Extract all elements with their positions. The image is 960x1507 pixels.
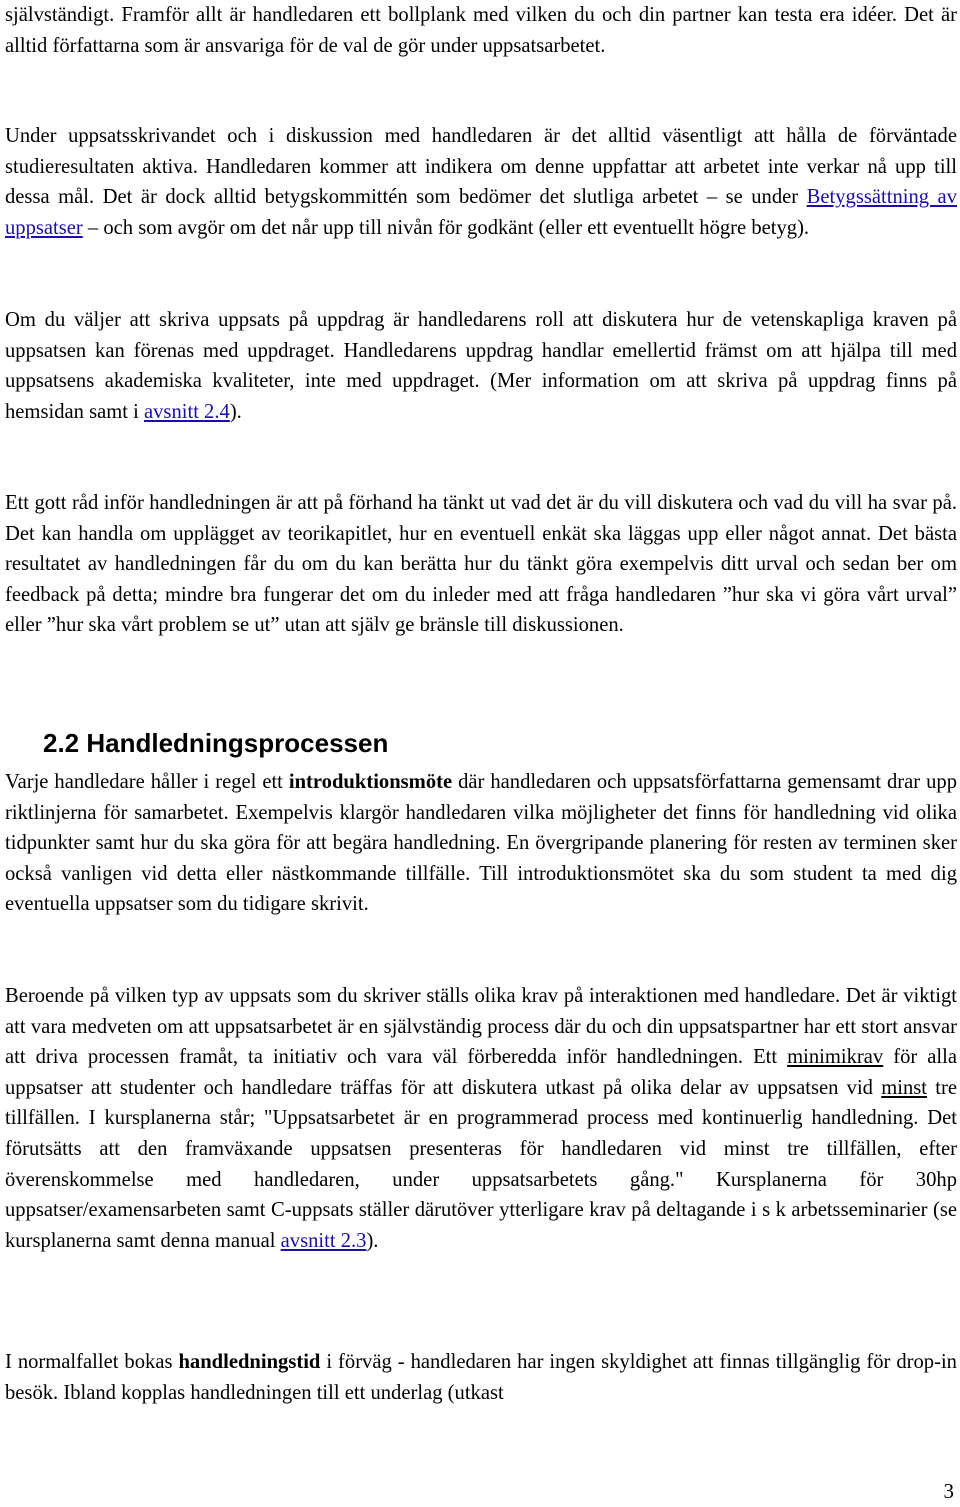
- paragraph-2: [5, 121, 957, 243]
- underlined-minimikrav: minimikrav: [787, 1046, 884, 1069]
- paragraph-1-text: självständigt. Framför allt är handledaren ett bollplank med vilken du och din partner kan testa era idéer. Det är alltid författarna som är ansvariga för de val de gör under uppsatsarbetet.: [5, 4, 957, 57]
- page-number: 3: [943, 1479, 954, 1503]
- paragraph-6-text-4: ).: [366, 1229, 379, 1252]
- paragraph-5-text-start: Varje handledare håller i regel ett: [5, 771, 289, 793]
- paragraph-7-text-start: I normalfallet bokas: [5, 1351, 179, 1373]
- paragraph-4: [5, 488, 957, 641]
- paragraph-6-text-3: tre tillfällen. I kursplanerna står; "Uppsatsarbetet är en programmerad process med kontinuerlig handledning. Det förutsätts att den framväxande uppsatsen presenteras för handledaren vid minst tre tillfällen, efter överenskommelse med handledaren, under uppsatsarbetets gång." Kursplanerna för 30hp uppsatser/examensarbeten samt C-uppsats ställer därutöver ytterligare krav på deltagande i s k arbetsseminarier (se kursplanerna samt denna manual: [5, 1076, 957, 1252]
- paragraph-7-text-end: i förväg - handledaren har ingen skyldighet att finnas tillgänglig för drop-in besök. Ibland kopplas handledningen till ett underlag (utkast: [5, 1351, 957, 1404]
- paragraph-3: [5, 305, 957, 427]
- link-avsnitt-2-4[interactable]: avsnitt 2.4: [144, 400, 230, 423]
- bold-introduktionsmote: introduktionsmöte: [288, 771, 453, 793]
- paragraph-5: [5, 767, 957, 920]
- paragraph-6: [5, 981, 957, 1256]
- paragraph-6-text-1: Beroende på vilken typ av uppsats som du skriver ställs olika krav på interaktionen med handledare. Det är viktigt att vara medveten om att uppsatsarbetet är en självständig process där du och din uppsatspartner har ett stort ansvar att driva processen framåt, ta initiativ och vara väl förberedda inför handledningen. Ett: [5, 985, 957, 1069]
- paragraph-5-text-end: där handledaren och uppsatsförfattarna gemensamt drar upp riktlinjerna för samarbetet. Exempelvis klargör handledaren vilka möjligheter det finns för handledning vid olika tidpunkter samt hur du ska göra för att begära handledning. En övergripande planering för resten av terminen sker också vanligen vid detta eller nästkommande tillfälle. Till introduktionsmötet ska du som student ta med dig eventuella uppsatser som du tidigare skrivit.: [5, 771, 958, 916]
- section-heading: 2.2 Handledningsprocessen: [43, 728, 389, 758]
- paragraph-1: [5, 0, 957, 61]
- paragraph-3-text-end: ).: [229, 400, 242, 423]
- paragraph-3-text-start: Om du väljer att skriva uppsats på uppdrag är handledarens roll att diskutera hur de vetenskapliga kraven på uppsatsen kan förenas med uppdraget. Handledarens uppdrag handlar emellertid främst om att hjälpa till med uppsatsens akademiska kvaliteter, inte med uppdraget. (Mer information om att skriva på uppdrag finns på hemsidan samt i: [5, 309, 957, 423]
- paragraph-7: [5, 1347, 957, 1408]
- underlined-minst: minst: [881, 1076, 928, 1099]
- paragraph-6-text-2: för alla uppsatser att studenter och handledare träffas för att diskutera utkast på olika delar av uppsatsen vid: [5, 1046, 957, 1099]
- paragraph-4-text: Ett gott råd inför handledningen är att på förhand ha tänkt ut vad det är du vill diskutera och vad du vill ha svar på. Det kan handla om upplägget av teorikapitlet, hur en eventuell enkät ska läggas upp eller något annat. Det bästa resultatet av handledningen får du om du kan berätta hur du tänkt göra exempelvis ditt urval och sedan ber om feedback på detta; mindre bra fungerar det om du inleder med att fråga handledaren ”hur ska vi göra vårt urval” eller ”hur ska vårt problem se ut” utan att själv ge bränsle till diskussionen.: [5, 492, 957, 637]
- link-betygssattning[interactable]: Betygssättning av uppsatser: [5, 186, 957, 239]
- paragraph-2-text-start: Under uppsatsskrivandet och i diskussion med handledaren är det alltid väsentligt att hålla de förväntade studieresultaten aktiva. Handledaren kommer att indikera om denne uppfattar att arbetet inte verkar nå upp till dessa mål. Det är dock alltid betygskommittén som bedömer det slutliga arbetet – se under: [5, 125, 957, 209]
- bold-handledningstid: handledningstid: [178, 1351, 321, 1373]
- link-avsnitt-2-3[interactable]: avsnitt 2.3: [280, 1229, 367, 1252]
- paragraph-2-text-end: – och som avgör om det når upp till nivån för godkänt (eller ett eventuellt högre betyg).: [82, 216, 810, 239]
